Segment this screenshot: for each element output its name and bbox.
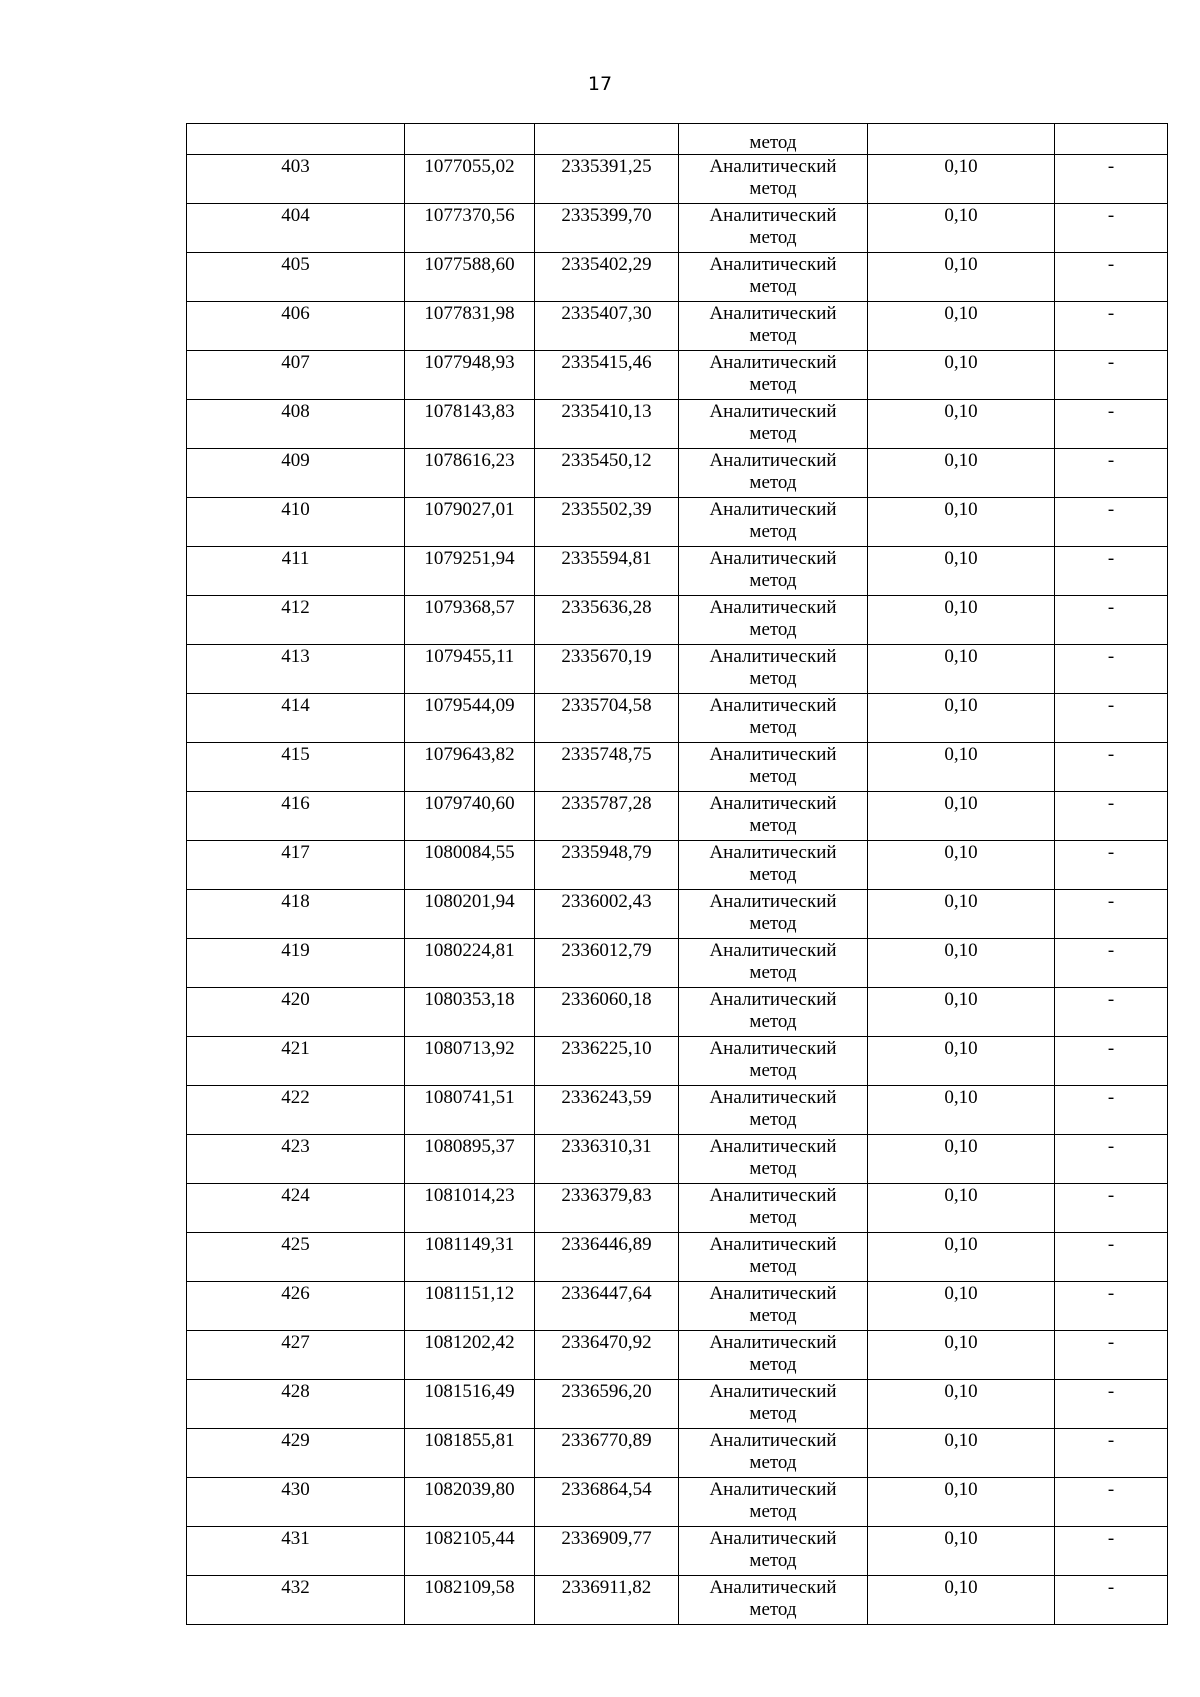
y-coordinate-cell: 2335391,25 <box>535 155 679 204</box>
method-line: метод <box>749 472 797 493</box>
x-coordinate-cell: 1080084,55 <box>405 841 535 890</box>
table-row <box>187 498 1168 547</box>
note-cell: - <box>1055 1331 1168 1380</box>
point-number-cell: 413 <box>187 645 405 694</box>
x-coordinate-cell: 1078143,83 <box>405 400 535 449</box>
y-coordinate-cell: 2335410,13 <box>535 400 679 449</box>
note-cell: - <box>1055 1037 1168 1086</box>
method-line: Аналитический <box>709 989 837 1010</box>
note-cell: - <box>1055 204 1168 253</box>
accuracy-cell: 0,10 <box>868 1576 1055 1625</box>
accuracy-cell: 0,10 <box>868 449 1055 498</box>
accuracy-cell: 0,10 <box>868 1282 1055 1331</box>
accuracy-cell: 0,10 <box>868 841 1055 890</box>
point-number-cell: 427 <box>187 1331 405 1380</box>
method-line: метод <box>749 1158 797 1179</box>
method-cell <box>679 1184 868 1233</box>
point-number-cell: 420 <box>187 988 405 1037</box>
x-coordinate-cell: 1079643,82 <box>405 743 535 792</box>
method-line: Аналитический <box>709 940 837 961</box>
y-coordinate-cell: 2335670,19 <box>535 645 679 694</box>
point-number-cell: 428 <box>187 1380 405 1429</box>
method-line: Аналитический <box>709 1087 837 1108</box>
point-number-cell: 422 <box>187 1086 405 1135</box>
accuracy-cell: 0,10 <box>868 743 1055 792</box>
method-line: метод <box>749 1060 797 1081</box>
point-number-cell: 429 <box>187 1429 405 1478</box>
method-cell <box>679 841 868 890</box>
y-coordinate-cell: 2336310,31 <box>535 1135 679 1184</box>
point-number-cell: 412 <box>187 596 405 645</box>
point-number-cell: 432 <box>187 1576 405 1625</box>
accuracy-cell: 0,10 <box>868 302 1055 351</box>
method-cell <box>679 743 868 792</box>
point-number-cell: 417 <box>187 841 405 890</box>
accuracy-cell: 0,10 <box>868 1478 1055 1527</box>
y-coordinate-cell: 2336243,59 <box>535 1086 679 1135</box>
note-cell: - <box>1055 1086 1168 1135</box>
point-number-cell: 416 <box>187 792 405 841</box>
table-row <box>187 1184 1168 1233</box>
method-line: метод <box>749 864 797 885</box>
y-coordinate-cell: 2336909,77 <box>535 1527 679 1576</box>
x-coordinate-cell: 1079544,09 <box>405 694 535 743</box>
method-line: метод <box>749 1599 797 1620</box>
table-row <box>187 1527 1168 1576</box>
x-coordinate-cell: 1080353,18 <box>405 988 535 1037</box>
x-coordinate-cell: 1082039,80 <box>405 1478 535 1527</box>
table-row <box>187 449 1168 498</box>
accuracy-cell: 0,10 <box>868 792 1055 841</box>
accuracy-cell: 0,10 <box>868 1184 1055 1233</box>
method-line: метод <box>749 962 797 983</box>
table-row <box>187 253 1168 302</box>
accuracy-cell: 0,10 <box>868 1380 1055 1429</box>
accuracy-cell: 0,10 <box>868 1527 1055 1576</box>
point-number-cell: 404 <box>187 204 405 253</box>
method-line: метод <box>749 1403 797 1424</box>
method-line: метод <box>749 1501 797 1522</box>
x-coordinate-cell: 1077588,60 <box>405 253 535 302</box>
x-coordinate-cell: 1080741,51 <box>405 1086 535 1135</box>
page-number: 17 <box>587 73 613 95</box>
table-row <box>187 596 1168 645</box>
accuracy-cell: 0,10 <box>868 253 1055 302</box>
note-cell: - <box>1055 1184 1168 1233</box>
x-coordinate-cell: 1080201,94 <box>405 890 535 939</box>
x-coordinate-cell: 1077948,93 <box>405 351 535 400</box>
point-number-cell: 419 <box>187 939 405 988</box>
method-cell <box>679 939 868 988</box>
note-cell: - <box>1055 498 1168 547</box>
y-coordinate-cell: 2336911,82 <box>535 1576 679 1625</box>
x-coordinate-cell: 1082109,58 <box>405 1576 535 1625</box>
accuracy-cell: 0,10 <box>868 498 1055 547</box>
y-coordinate-cell: 2335415,46 <box>535 351 679 400</box>
method-line: Аналитический <box>709 1283 837 1304</box>
method-line: метод <box>749 1452 797 1473</box>
table-cell <box>405 124 535 155</box>
table-row <box>187 743 1168 792</box>
accuracy-cell: 0,10 <box>868 1233 1055 1282</box>
method-line: метод <box>749 325 797 346</box>
method-line: метод <box>749 276 797 297</box>
table-row <box>187 155 1168 204</box>
note-cell: - <box>1055 155 1168 204</box>
method-line: Аналитический <box>709 1136 837 1157</box>
note-cell: - <box>1055 1478 1168 1527</box>
y-coordinate-cell: 2336770,89 <box>535 1429 679 1478</box>
note-cell: - <box>1055 449 1168 498</box>
method-cell <box>679 400 868 449</box>
y-coordinate-cell: 2335407,30 <box>535 302 679 351</box>
method-line: метод <box>749 374 797 395</box>
y-coordinate-cell: 2335402,29 <box>535 253 679 302</box>
note-cell: - <box>1055 547 1168 596</box>
x-coordinate-cell: 1079368,57 <box>405 596 535 645</box>
note-cell: - <box>1055 1282 1168 1331</box>
point-number-cell: 421 <box>187 1037 405 1086</box>
method-line: Аналитический <box>709 205 837 226</box>
accuracy-cell: 0,10 <box>868 547 1055 596</box>
table-cell <box>535 124 679 155</box>
point-number-cell: 407 <box>187 351 405 400</box>
accuracy-cell: 0,10 <box>868 204 1055 253</box>
point-number-cell: 423 <box>187 1135 405 1184</box>
note-cell: - <box>1055 939 1168 988</box>
method-cell <box>679 449 868 498</box>
method-line: Аналитический <box>709 1430 837 1451</box>
method-line: Аналитический <box>709 1332 837 1353</box>
method-line: метод <box>749 913 797 934</box>
table-row <box>187 204 1168 253</box>
x-coordinate-cell: 1081149,31 <box>405 1233 535 1282</box>
method-line: Аналитический <box>709 1185 837 1206</box>
table-row <box>187 1233 1168 1282</box>
accuracy-cell: 0,10 <box>868 1429 1055 1478</box>
table-row <box>187 939 1168 988</box>
y-coordinate-cell: 2335787,28 <box>535 792 679 841</box>
note-cell: - <box>1055 400 1168 449</box>
point-number-cell: 403 <box>187 155 405 204</box>
accuracy-cell: 0,10 <box>868 155 1055 204</box>
method-line: Аналитический <box>709 450 837 471</box>
accuracy-cell: 0,10 <box>868 1037 1055 1086</box>
note-cell: - <box>1055 1527 1168 1576</box>
x-coordinate-cell: 1079740,60 <box>405 792 535 841</box>
note-cell: - <box>1055 792 1168 841</box>
point-number-cell: 414 <box>187 694 405 743</box>
x-coordinate-cell: 1079251,94 <box>405 547 535 596</box>
table-row <box>187 1037 1168 1086</box>
method-line: метод <box>749 1109 797 1130</box>
x-coordinate-cell: 1080713,92 <box>405 1037 535 1086</box>
point-number-cell: 425 <box>187 1233 405 1282</box>
table-cell <box>187 124 405 155</box>
table-row <box>187 988 1168 1037</box>
y-coordinate-cell: 2335948,79 <box>535 841 679 890</box>
method-line: метод <box>749 619 797 640</box>
y-coordinate-cell: 2336864,54 <box>535 1478 679 1527</box>
note-cell: - <box>1055 841 1168 890</box>
method-line: Аналитический <box>709 548 837 569</box>
table-row <box>187 547 1168 596</box>
x-coordinate-cell: 1082105,44 <box>405 1527 535 1576</box>
note-cell: - <box>1055 302 1168 351</box>
method-cell: метод <box>679 124 868 155</box>
accuracy-cell: 0,10 <box>868 988 1055 1037</box>
note-cell: - <box>1055 351 1168 400</box>
note-cell: - <box>1055 1135 1168 1184</box>
accuracy-cell: 0,10 <box>868 596 1055 645</box>
table-row <box>187 1135 1168 1184</box>
x-coordinate-cell: 1081855,81 <box>405 1429 535 1478</box>
method-line: Аналитический <box>709 695 837 716</box>
table-body <box>187 124 1168 1625</box>
method-line: Аналитический <box>709 499 837 520</box>
table-row <box>187 694 1168 743</box>
table-row <box>187 1331 1168 1380</box>
table-row <box>187 302 1168 351</box>
x-coordinate-cell: 1081014,23 <box>405 1184 535 1233</box>
y-coordinate-cell: 2336447,64 <box>535 1282 679 1331</box>
note-cell: - <box>1055 988 1168 1037</box>
x-coordinate-cell: 1078616,23 <box>405 449 535 498</box>
note-cell: - <box>1055 890 1168 939</box>
table-row <box>187 1429 1168 1478</box>
table-row <box>187 1086 1168 1135</box>
x-coordinate-cell: 1077370,56 <box>405 204 535 253</box>
note-cell: - <box>1055 1233 1168 1282</box>
y-coordinate-cell: 2336060,18 <box>535 988 679 1037</box>
method-cell <box>679 645 868 694</box>
method-line: Аналитический <box>709 401 837 422</box>
y-coordinate-cell: 2335399,70 <box>535 204 679 253</box>
accuracy-cell: 0,10 <box>868 694 1055 743</box>
note-cell: - <box>1055 253 1168 302</box>
table-row <box>187 400 1168 449</box>
method-cell <box>679 1576 868 1625</box>
table-cell <box>1055 124 1168 155</box>
method-line: метод <box>749 766 797 787</box>
point-number-cell: 409 <box>187 449 405 498</box>
method-line: Аналитический <box>709 156 837 177</box>
accuracy-cell: 0,10 <box>868 1331 1055 1380</box>
method-line: метод <box>749 668 797 689</box>
note-cell: - <box>1055 1429 1168 1478</box>
point-number-cell: 426 <box>187 1282 405 1331</box>
point-number-cell: 430 <box>187 1478 405 1527</box>
method-cell <box>679 1135 868 1184</box>
method-cell <box>679 1331 868 1380</box>
method-line: метод <box>749 1354 797 1375</box>
method-cell <box>679 253 868 302</box>
method-line: Аналитический <box>709 1038 837 1059</box>
method-line: метод <box>749 815 797 836</box>
y-coordinate-cell: 2336470,92 <box>535 1331 679 1380</box>
method-line: Аналитический <box>709 254 837 275</box>
method-line: Аналитический <box>709 891 837 912</box>
table-row <box>187 1478 1168 1527</box>
point-number-cell: 431 <box>187 1527 405 1576</box>
method-cell <box>679 1086 868 1135</box>
method-cell <box>679 988 868 1037</box>
table-row <box>187 841 1168 890</box>
table-row <box>187 1282 1168 1331</box>
continuation-row <box>187 124 1168 155</box>
method-line: метод <box>749 521 797 542</box>
x-coordinate-cell: 1080895,37 <box>405 1135 535 1184</box>
method-line: метод <box>749 1256 797 1277</box>
method-cell <box>679 694 868 743</box>
method-cell <box>679 302 868 351</box>
method-cell <box>679 596 868 645</box>
method-line: Аналитический <box>709 793 837 814</box>
method-cell <box>679 1037 868 1086</box>
method-line: Аналитический <box>709 1381 837 1402</box>
method-line: метод <box>749 1550 797 1571</box>
accuracy-cell: 0,10 <box>868 351 1055 400</box>
method-cell <box>679 792 868 841</box>
x-coordinate-cell: 1077831,98 <box>405 302 535 351</box>
y-coordinate-cell: 2335704,58 <box>535 694 679 743</box>
note-cell: - <box>1055 1380 1168 1429</box>
method-cell <box>679 890 868 939</box>
method-cell <box>679 155 868 204</box>
accuracy-cell: 0,10 <box>868 400 1055 449</box>
y-coordinate-cell: 2335748,75 <box>535 743 679 792</box>
x-coordinate-cell: 1081202,42 <box>405 1331 535 1380</box>
y-coordinate-cell: 2336446,89 <box>535 1233 679 1282</box>
x-coordinate-cell: 1077055,02 <box>405 155 535 204</box>
note-cell: - <box>1055 743 1168 792</box>
method-line: метод <box>749 570 797 591</box>
point-number-cell: 405 <box>187 253 405 302</box>
point-number-cell: 418 <box>187 890 405 939</box>
table-row <box>187 1576 1168 1625</box>
point-number-cell: 406 <box>187 302 405 351</box>
y-coordinate-cell: 2336012,79 <box>535 939 679 988</box>
table-row <box>187 792 1168 841</box>
coordinates-table <box>186 123 1168 1625</box>
table-row <box>187 351 1168 400</box>
method-line: Аналитический <box>709 1234 837 1255</box>
note-cell: - <box>1055 1576 1168 1625</box>
y-coordinate-cell: 2335594,81 <box>535 547 679 596</box>
accuracy-cell: 0,10 <box>868 890 1055 939</box>
y-coordinate-cell: 2335636,28 <box>535 596 679 645</box>
method-line: метод <box>749 178 797 199</box>
method-cell <box>679 1233 868 1282</box>
method-line: Аналитический <box>709 842 837 863</box>
note-cell: - <box>1055 694 1168 743</box>
y-coordinate-cell: 2335450,12 <box>535 449 679 498</box>
accuracy-cell: 0,10 <box>868 1135 1055 1184</box>
method-line: Аналитический <box>709 744 837 765</box>
point-number-cell: 424 <box>187 1184 405 1233</box>
method-cell <box>679 1282 868 1331</box>
y-coordinate-cell: 2335502,39 <box>535 498 679 547</box>
table-row <box>187 890 1168 939</box>
note-cell: - <box>1055 596 1168 645</box>
note-cell: - <box>1055 645 1168 694</box>
y-coordinate-cell: 2336379,83 <box>535 1184 679 1233</box>
method-line: метод <box>749 227 797 248</box>
method-cell <box>679 351 868 400</box>
method-cell <box>679 204 868 253</box>
point-number-cell: 410 <box>187 498 405 547</box>
table-row <box>187 1380 1168 1429</box>
point-number-cell: 415 <box>187 743 405 792</box>
point-number-cell: 411 <box>187 547 405 596</box>
method-line: Аналитический <box>709 1528 837 1549</box>
method-line: метод <box>749 1207 797 1228</box>
method-line: Аналитический <box>709 1577 837 1598</box>
x-coordinate-cell: 1081516,49 <box>405 1380 535 1429</box>
y-coordinate-cell: 2336002,43 <box>535 890 679 939</box>
accuracy-cell: 0,10 <box>868 1086 1055 1135</box>
method-cell <box>679 1478 868 1527</box>
x-coordinate-cell: 1079455,11 <box>405 645 535 694</box>
method-cell <box>679 498 868 547</box>
y-coordinate-cell: 2336596,20 <box>535 1380 679 1429</box>
method-cell <box>679 1527 868 1576</box>
accuracy-cell: 0,10 <box>868 939 1055 988</box>
method-line: метод <box>749 1305 797 1326</box>
x-coordinate-cell: 1080224,81 <box>405 939 535 988</box>
method-cell <box>679 1380 868 1429</box>
method-line: Аналитический <box>709 646 837 667</box>
point-number-cell: 408 <box>187 400 405 449</box>
method-line: Аналитический <box>709 1479 837 1500</box>
accuracy-cell: 0,10 <box>868 645 1055 694</box>
method-line: метод <box>749 423 797 444</box>
y-coordinate-cell: 2336225,10 <box>535 1037 679 1086</box>
method-cell <box>679 1429 868 1478</box>
method-line: Аналитический <box>709 352 837 373</box>
table-cell <box>868 124 1055 155</box>
x-coordinate-cell: 1079027,01 <box>405 498 535 547</box>
table-row <box>187 645 1168 694</box>
x-coordinate-cell: 1081151,12 <box>405 1282 535 1331</box>
method-line: Аналитический <box>709 597 837 618</box>
method-line: Аналитический <box>709 303 837 324</box>
method-line: метод <box>749 717 797 738</box>
method-line: метод <box>749 1011 797 1032</box>
method-cell <box>679 547 868 596</box>
